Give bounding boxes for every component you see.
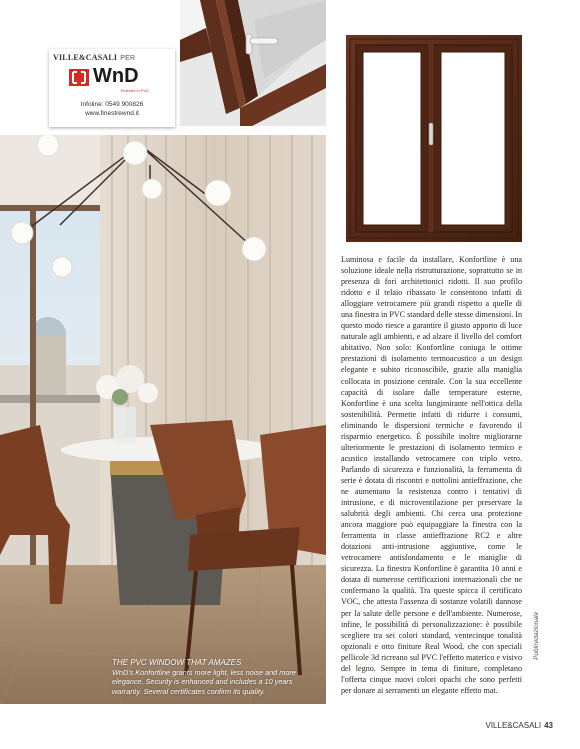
- photo-caption: [112, 658, 320, 696]
- page-footer: [486, 721, 554, 730]
- page-number: 43: [544, 721, 553, 730]
- window-hinge-photo: [180, 0, 326, 126]
- publiredazionale-label: Publiredazionale: [533, 611, 540, 660]
- window-hinge-illustration: [180, 0, 326, 126]
- footer-magazine: VILLE&CASALI: [485, 721, 542, 730]
- wnd-tagline: Finestre in PVC: [121, 88, 150, 93]
- interior-scene-illustration: [0, 135, 326, 704]
- wnd-logo-mark-icon: [69, 69, 89, 86]
- window-product-image: [346, 35, 522, 242]
- caption-text: WnD's Konfortline grants more light, less noise and more elegance. Security is enhanced and includes a 10 years warranty. Several certificates confirm its quality.: [112, 668, 296, 696]
- interior-dining-photo: [0, 135, 326, 704]
- per-label: PER: [120, 55, 136, 62]
- magazine-brand: VILLE&CASALI: [53, 53, 118, 62]
- window-product-illustration: [346, 35, 522, 242]
- wnd-logo-name: WnD: [93, 65, 139, 87]
- website-link[interactable]: www.finestrewnd.it: [85, 110, 139, 117]
- magazine-brand-line: [53, 53, 135, 62]
- article-body-text: Luminosa e facile da installare, Konfortline è una soluzione ideale nella ristrutturazione, soprattutto se in presenza di fori architettonici ridotti. Il suo profilo ridotto e il telaio ribassato le consentono infatti di alloggiare vetrocamere più grandi rispetto a quelle di una finestra in PVC standard delle stesse dimensioni. In questo modo riesce a garantire il giusto apporto di luce naturale agli ambienti, e ad alzare il livello del comfort abitativo. Non solo: Konfortline coniuga le ottime prestazioni di isolamento termoacustico a un design elegante e subito riconoscibile, grazie alla maniglia collocata in posizione centrale. Con la sua eccellente capacità di isolare dalle temperature esterne, Konfortline è una scelta lungimirante nell'ottica della sostenibilità. Permette infatti di ridurre i consumi, eliminando le dispersioni termiche e favorendo il risparmio energetico. È possibile inoltre migliorarne ulteriormente le prestazioni di isolamento termico e acustico installando vetrocamere con triplo vetro. Parlando di sicurezza e funzionalità, la ferramenta di serie è dotata di riscontri e nottolini antieffrazione, che ne aumentano la resistenza contro i tentativi di intrusione, e di microventilazione per preservare la salubrità degli ambienti. Chi cerca una protezione ancora maggiore può equipaggiare la finestra con la ferramenta in classe antieffrazione RC2 e altre dotazioni anti-intrusione aggiuntive, come le vetrocamere antisfondamento e le maniglie di sicurezza. La finestra Konfortline è garantita 10 anni e dotata di numerose certificazioni internazionali che ne confermano la qualità. Tra queste spicca il certificato VOC, che attesta l'assenza di sostanze volatili dannose per la salute delle persone e dell'ambiente. Numerose, infine, le possibilità di personalizzazione: è possibile scegliere tra sei colori standard, ventecinque tonalità opzionali e otto finiture Real Wood, che con speciali pellicole 3d ricreano sul PVC l'effetto materico e visivo del legno. Sempre in tema di finiture, completano l'offerta cinque nuovi colori opachi che sono perfetti per donare ai serramenti un elegante effetto mat.: [341, 255, 522, 695]
- caption-title: THE PVC WINDOW THAT AMAZES: [112, 657, 242, 667]
- infoline-phone: Infoline: 0549 900826: [80, 101, 144, 108]
- brand-logo-card: [49, 49, 175, 127]
